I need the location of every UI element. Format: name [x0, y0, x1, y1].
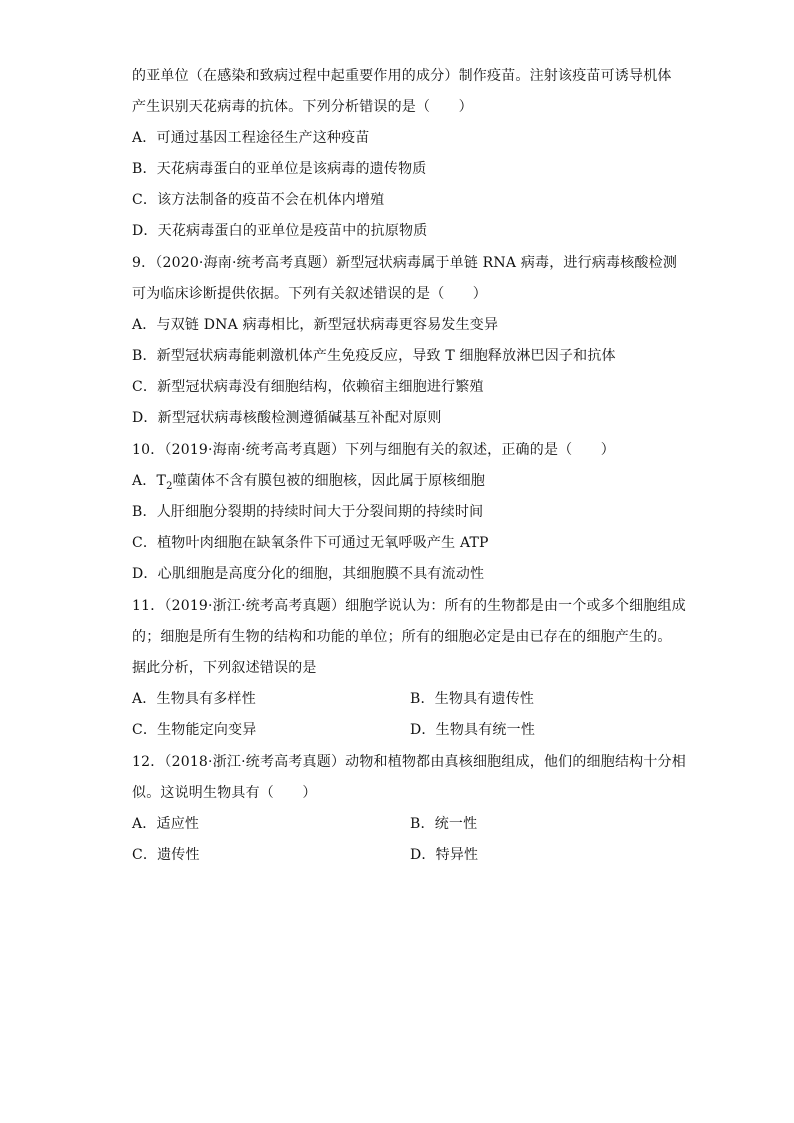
q11-option-d: D．生物具有统一性 — [410, 722, 536, 738]
q11-stem-line3: 据此分析，下列叙述错误的是 — [132, 660, 317, 676]
q10-option-a-prefix: A．T — [132, 473, 167, 489]
q11-stem-line1: 11．（2019·浙江·统考高考真题）细胞学说认为：所有的生物都是由一个或多个细胞组成 — [132, 598, 686, 614]
q9-option-a: A．与双链 DNA 病毒相比，新型冠状病毒更容易发生变异 — [132, 317, 499, 333]
q8-stem-line1: 的亚单位（在感染和致病过程中起重要作用的成分）制作疫苗。注射该疫苗可诱导机体 — [132, 68, 672, 84]
q9-option-c: C．新型冠状病毒没有细胞结构，依赖宿主细胞进行繁殖 — [132, 379, 484, 395]
q12-option-c: C．遗传性 — [132, 847, 200, 863]
q9-stem-line2: 可为临床诊断提供依据。下列有关叙述错误的是（ ） — [132, 286, 487, 302]
q9-option-b: B．新型冠状病毒能刺激机体产生免疫反应，导致 T 细胞释放淋巴因子和抗体 — [132, 348, 616, 364]
q8-option-c: C．该方法制备的疫苗不会在机体内增殖 — [132, 192, 385, 208]
q10-option-c: C．植物叶肉细胞在缺氧条件下可通过无氧呼吸产生 ATP — [132, 535, 489, 551]
q8-option-b: B．天花病毒蛋白的亚单位是该病毒的遗传物质 — [132, 161, 427, 177]
q10-option-d: D．心肌细胞是高度分化的细胞，其细胞膜不具有流动性 — [132, 566, 485, 582]
q12-option-d: D．特异性 — [410, 847, 479, 863]
q11-stem-line2: 的；细胞是所有生物的结构和功能的单位；所有的细胞必定是由已存在的细胞产生的。 — [132, 629, 672, 645]
q8-option-a: A．可通过基因工程途径生产这种疫苗 — [132, 130, 370, 146]
q9-option-d: D．新型冠状病毒核酸检测遵循碱基互补配对原则 — [132, 410, 442, 426]
q10-option-a-rest: 噬菌体不含有膜包被的细胞核，因此属于原核细胞 — [172, 473, 486, 489]
q8-option-d: D．天花病毒蛋白的亚单位是疫苗中的抗原物质 — [132, 223, 428, 239]
q11-option-a: A．生物具有多样性 — [132, 691, 256, 707]
q11-option-b: B．生物具有遗传性 — [410, 691, 535, 707]
q12-stem-line1: 12．（2018·浙江·统考高考真题）动物和植物都由真核细胞组成，他们的细胞结构十分相 — [132, 754, 686, 770]
q8-stem-line2: 产生识别天花病毒的抗体。下列分析错误的是（ ） — [132, 99, 473, 115]
q10-option-b: B．人肝细胞分裂期的持续时间大于分裂间期的持续时间 — [132, 504, 484, 520]
q11-option-c: C．生物能定向变异 — [132, 722, 257, 738]
q10-option-a-subscript: 2 — [166, 480, 173, 492]
q12-option-a: A．适应性 — [132, 816, 200, 832]
q12-stem-line2: 似。这说明生物具有（ ） — [132, 785, 317, 801]
q10-stem-line1: 10．（2019·海南·统考高考真题）下列与细胞有关的叙述，正确的是（ ） — [132, 442, 615, 458]
q10-option-a — [132, 471, 485, 491]
q12-option-b: B．统一性 — [410, 816, 478, 832]
q9-stem-line1: 9．（2020·海南·统考高考真题）新型冠状病毒属于单链 RNA 病毒，进行病毒核酸检测 — [132, 255, 678, 271]
